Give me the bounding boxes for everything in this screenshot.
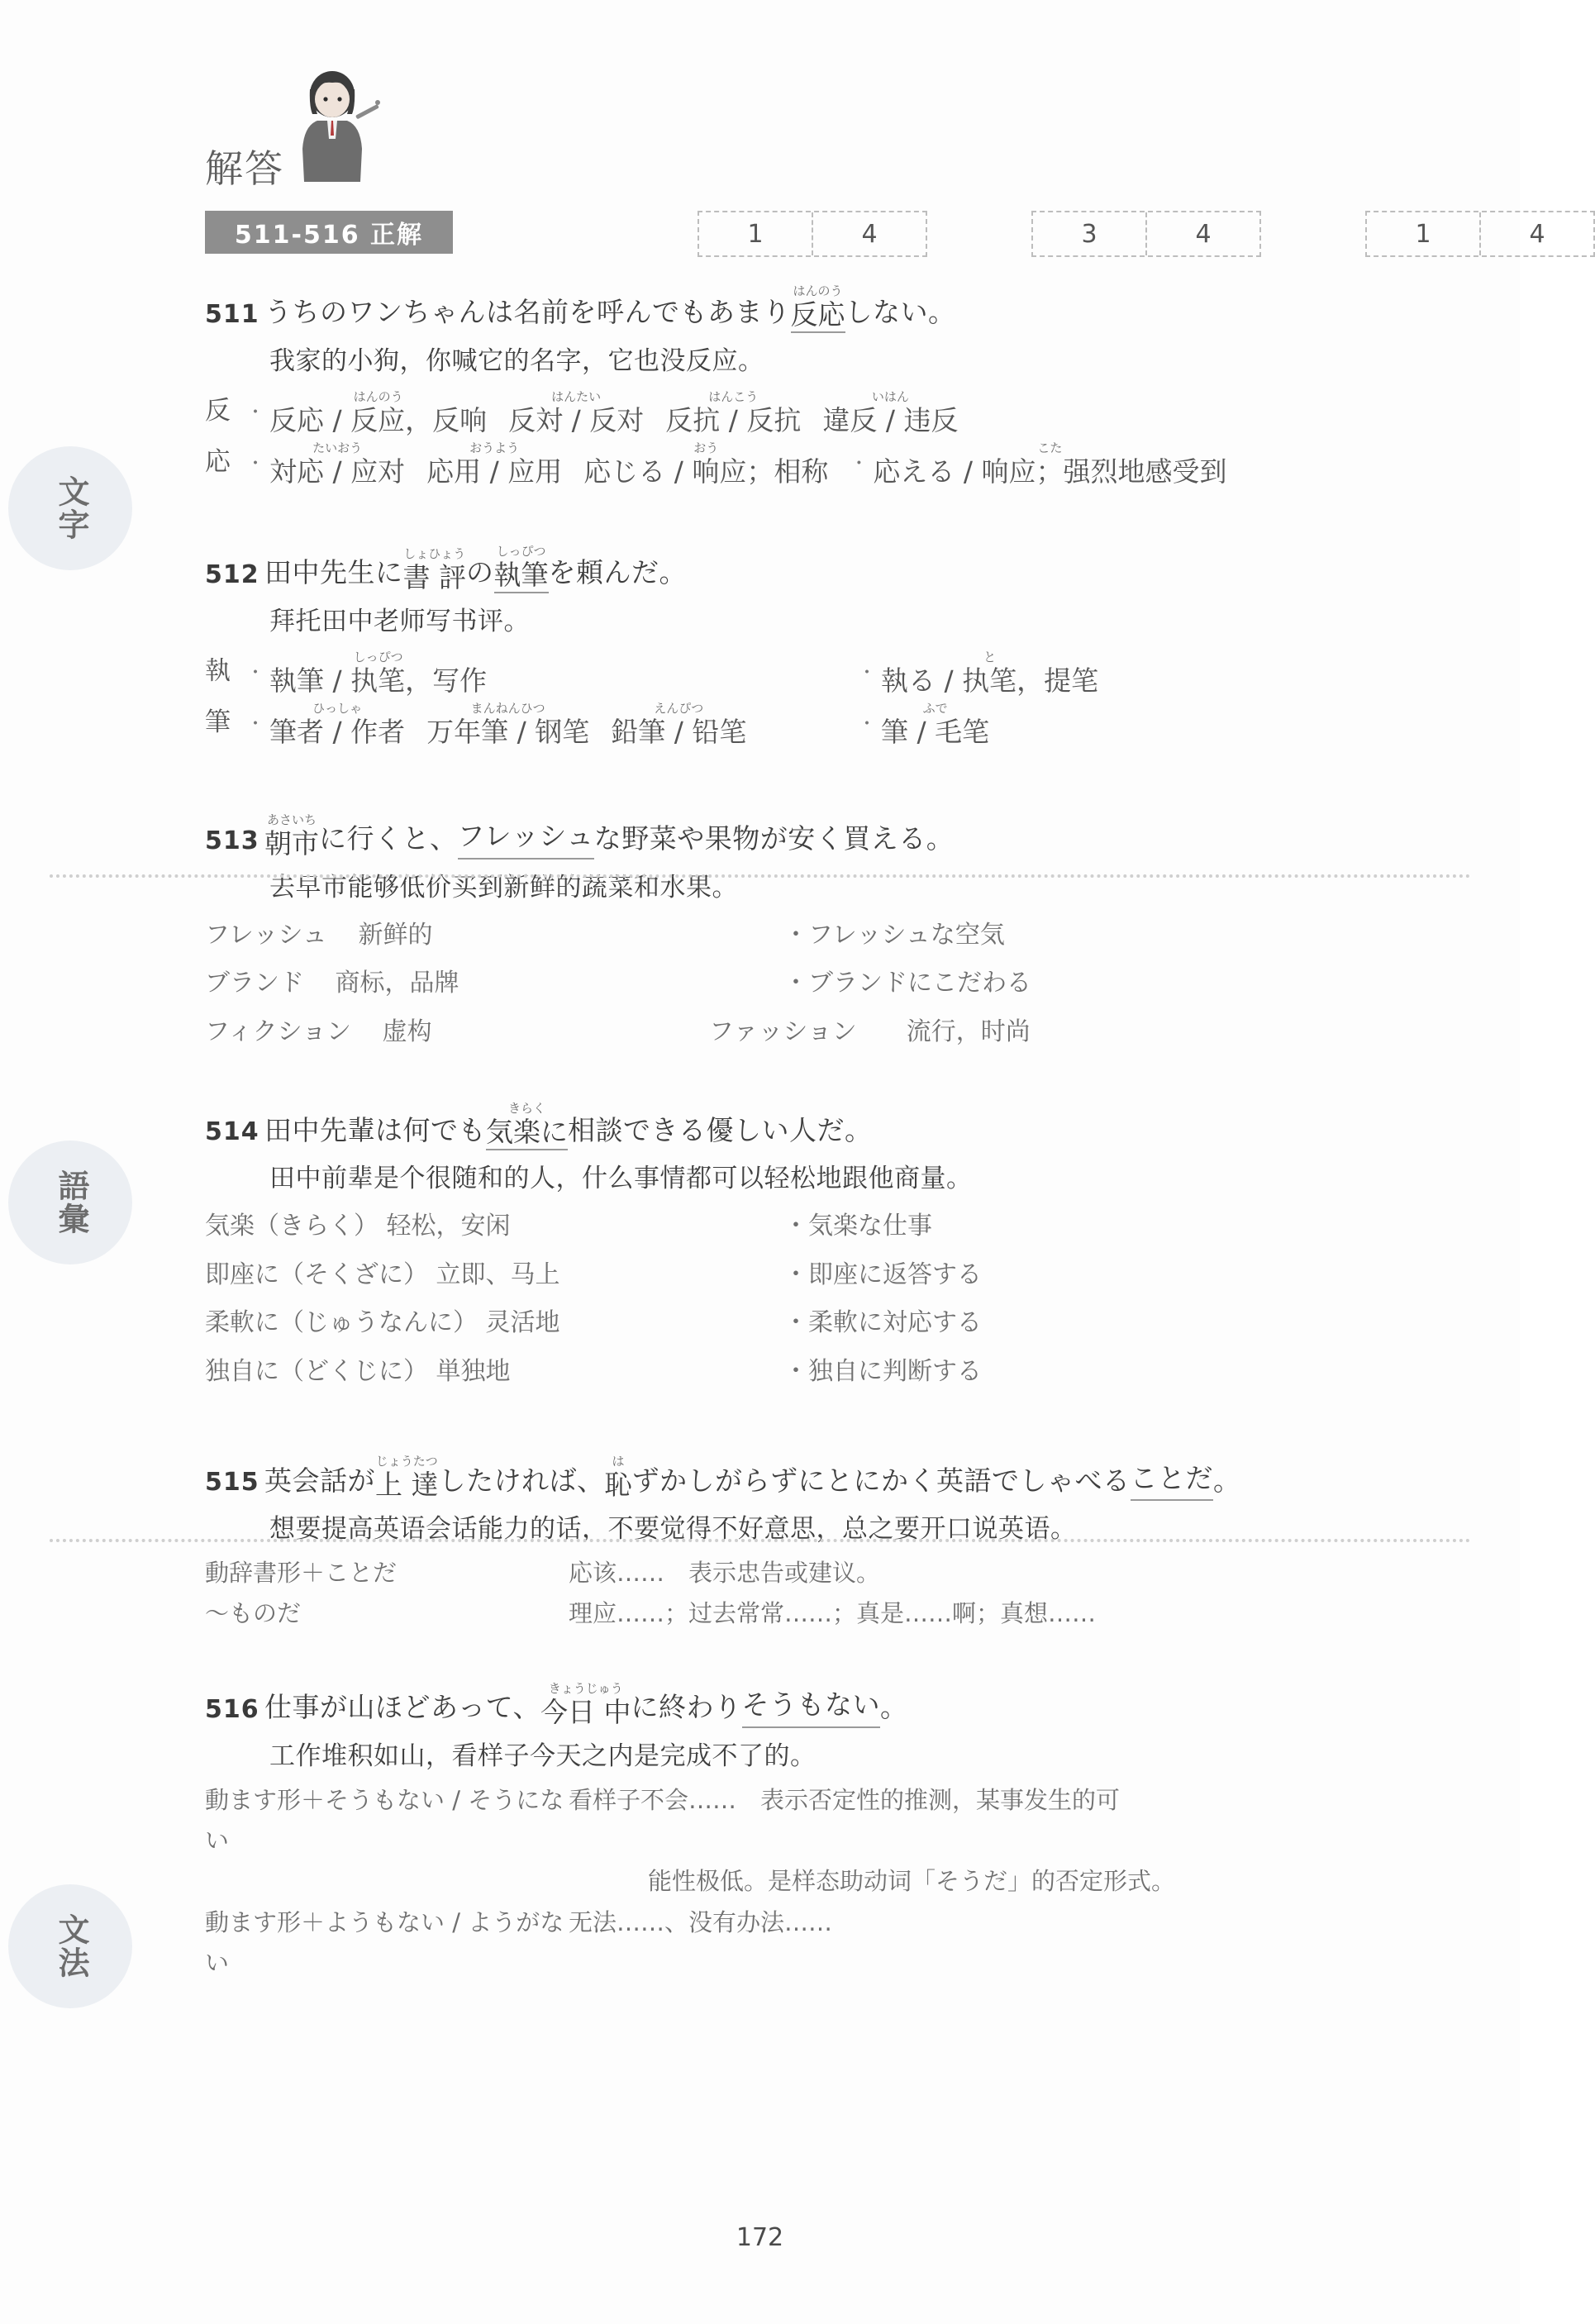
kanji-segment: ・ こた 応える / 响应；强烈地感受到 bbox=[850, 441, 1227, 488]
kanji-entry-row bbox=[205, 645, 1478, 697]
question-jp-underlined: そうもない bbox=[742, 1684, 881, 1728]
vocab-word: 即座に（そくざに） bbox=[205, 1260, 428, 1289]
vocab-left bbox=[205, 1348, 783, 1397]
vocab-row bbox=[205, 1251, 1478, 1300]
question-jp-ruby-word: きょうじゅう 今日 中 bbox=[540, 1680, 631, 1728]
kanji-segment: いはん 違反 / 违反 bbox=[822, 389, 959, 436]
question-jp-underlined: しっぴつ 執筆 bbox=[494, 545, 549, 593]
page-number: 172 bbox=[736, 2223, 784, 2252]
section-tab-bubble bbox=[8, 1884, 132, 2008]
question-translation: 工作堆积如山，看样子今天之内是完成不了的。 bbox=[269, 1741, 817, 1771]
vocab-example: ・独自に判断する bbox=[783, 1356, 982, 1386]
question-jp-underlined: きらく 気楽に bbox=[486, 1102, 568, 1150]
vocab-word: 気楽（きらく） bbox=[205, 1212, 379, 1241]
question-jp-suffix: しない。 bbox=[845, 296, 956, 329]
kanji-head: 反 bbox=[205, 395, 231, 426]
vocab-row bbox=[205, 1008, 1478, 1057]
vocab-left bbox=[205, 1251, 783, 1300]
question-jp-ruby-word: しょひょう 書 評 bbox=[402, 545, 466, 593]
vocab-row bbox=[205, 960, 1478, 1008]
kanji-left-group bbox=[246, 651, 858, 697]
grammar-pattern: 動ます形＋そうもない / そうにない bbox=[205, 1785, 564, 1855]
kanji-segment: ・ と 執る / 执笔，提笔 bbox=[858, 649, 1099, 697]
vocab-row bbox=[205, 1348, 1478, 1397]
question-jp-ruby-word: じょうたつ 上 達 bbox=[375, 1454, 439, 1502]
question-item-514 bbox=[205, 1102, 1478, 1396]
question-translation: 拜托田中老师写书评。 bbox=[269, 606, 530, 636]
vocab-word: 独自に（どくじに） bbox=[205, 1356, 428, 1386]
question-jp-suffix: 。 bbox=[1213, 1464, 1241, 1497]
kanji-segment: えんぴつ 鉛筆 / 铅笔 bbox=[611, 700, 747, 748]
vocab-row bbox=[205, 912, 1478, 960]
grammar-row bbox=[205, 1903, 1478, 1984]
section-tab-goi bbox=[0, 1141, 132, 1264]
vocab-left bbox=[205, 1008, 783, 1057]
question-item-515 bbox=[205, 1455, 1478, 1635]
section-tab-moji bbox=[0, 446, 132, 570]
kanji-head: 執 bbox=[205, 655, 231, 686]
section-tab-bubble bbox=[8, 1141, 132, 1264]
vocab-meaning: 虚构 bbox=[382, 1017, 432, 1046]
kanji-segment: ・ はんのう 反応 / 反应，反响 bbox=[246, 389, 488, 436]
question-jp-prefix: うちのワンちゃんは名前を呼んでもあまり bbox=[264, 296, 791, 329]
vocab-row bbox=[205, 1202, 1478, 1251]
question-jp-prefix: 英会話が bbox=[264, 1464, 375, 1497]
question-number: 513 bbox=[205, 826, 259, 855]
question-jp-ruby-word: あさいち 朝市 bbox=[264, 812, 319, 860]
vocab-example: ・柔軟に対応する bbox=[783, 1308, 982, 1338]
answer-key-strip bbox=[205, 211, 1545, 257]
vocab-meaning: 新鲜的 bbox=[358, 920, 433, 950]
vocab-meaning: 轻松，安闲 bbox=[386, 1212, 511, 1241]
kanji-segment: ・ ふで 筆 / 毛笔 bbox=[858, 700, 990, 748]
answer-cell: 4 bbox=[1479, 212, 1593, 255]
question-jp-mid: の bbox=[466, 556, 494, 589]
question-jp-prefix: 仕事が山ほどあって、 bbox=[264, 1691, 541, 1724]
vocab-example: ファッション 流行，时尚 bbox=[709, 1017, 1031, 1046]
grammar-row bbox=[205, 1553, 1478, 1593]
vocab-meaning: 単独地 bbox=[436, 1356, 511, 1386]
kanji-head: 応 bbox=[205, 446, 231, 477]
page-title: 解答 bbox=[205, 146, 284, 191]
vocab-example: ・フレッシュな空気 bbox=[783, 920, 1005, 950]
kanji-head: 筆 bbox=[205, 707, 231, 737]
grammar-explanation: 能性极低。是样态助动词「そうだ」的否定形式。 bbox=[648, 1867, 1176, 1896]
question-translation: 田中前辈是个很随和的人，什么事情都可以轻松地跟他商量。 bbox=[269, 1164, 973, 1194]
kanji-segment: ・ ひっしゃ 筆者 / 作者 bbox=[246, 700, 406, 748]
vocab-example: ・即座に返答する bbox=[783, 1260, 982, 1289]
answer-range-label: 511-516 正解 bbox=[205, 211, 453, 254]
question-item-512 bbox=[205, 545, 1478, 748]
vocab-example: ・気楽な仕事 bbox=[783, 1212, 932, 1241]
section-tab-bunpou bbox=[0, 1884, 132, 2008]
question-number: 515 bbox=[205, 1468, 259, 1498]
answer-group bbox=[1365, 211, 1595, 257]
question-sentence bbox=[205, 814, 1478, 860]
question-number: 512 bbox=[205, 560, 259, 589]
question-item-516 bbox=[205, 1680, 1478, 1983]
grammar-row bbox=[205, 1593, 1478, 1634]
grammar-pattern: 動ます形＋ようもない / ようがない bbox=[205, 1907, 564, 1977]
grammar-explanation: 応该…… 表示忠告或建议。 bbox=[569, 1559, 881, 1588]
question-jp-suffix: を頼んだ。 bbox=[548, 556, 687, 589]
section-divider bbox=[50, 874, 1471, 878]
grammar-explanation: 看样子不会…… 表示否定性的推测，某事发生的可 bbox=[569, 1785, 1121, 1814]
section-tab-label: 文字 bbox=[52, 475, 89, 541]
vocab-word: 柔軟に（じゅうなんに） bbox=[205, 1308, 478, 1338]
vocab-row bbox=[205, 1299, 1478, 1348]
grammar-pattern: 動辞書形＋ことだ bbox=[205, 1559, 398, 1588]
question-sentence bbox=[205, 285, 1478, 333]
question-number: 514 bbox=[205, 1117, 259, 1147]
vocab-word: フレッシュ bbox=[205, 920, 327, 950]
vocab-meaning: 立即、马上 bbox=[436, 1260, 560, 1289]
kanji-entry-row bbox=[205, 385, 1478, 436]
section-tab-label: 語彙 bbox=[52, 1169, 89, 1236]
grammar-pattern: ～ものだ bbox=[205, 1599, 302, 1628]
kanji-segment: はんこう 反抗 / 反抗 bbox=[665, 389, 802, 436]
kanji-segment: はんたい 反対 / 反对 bbox=[508, 389, 645, 436]
kanji-segment: おうよう 応用 / 应用 bbox=[426, 441, 563, 488]
grammar-explanation: 理应……；过去常常……；真是……啊；真想…… bbox=[569, 1599, 1097, 1628]
vocab-word: ブランド bbox=[205, 969, 304, 998]
content bbox=[205, 285, 1478, 1988]
grammar-row bbox=[205, 1861, 1478, 1902]
question-jp-prefix: 田中先生に bbox=[264, 556, 403, 589]
question-jp-prefix: 田中先輩は何でも bbox=[264, 1113, 486, 1146]
kanji-entry-row bbox=[205, 436, 1478, 488]
grammar-row bbox=[205, 1780, 1478, 1862]
question-jp-mid-1: したければ、 bbox=[438, 1464, 605, 1497]
question-item-511 bbox=[205, 285, 1478, 488]
question-sentence bbox=[205, 1455, 1478, 1501]
vocab-example: ・ブランドにこだわる bbox=[783, 969, 1031, 998]
kanji-right-group bbox=[858, 651, 1120, 697]
teacher-mascot-icon bbox=[284, 66, 383, 190]
kanji-left-group bbox=[246, 702, 858, 748]
vocab-left bbox=[205, 960, 783, 1008]
question-jp-underlined: フレッシュ bbox=[458, 816, 594, 860]
kanji-entry-row bbox=[205, 697, 1478, 748]
grammar-explanation: 无法……、没有办法…… bbox=[569, 1907, 833, 1936]
answer-group bbox=[698, 211, 927, 257]
question-sentence bbox=[205, 545, 1478, 593]
kanji-segment: ・ たいおう 対応 / 应对 bbox=[246, 441, 406, 488]
vocab-left bbox=[205, 1299, 783, 1348]
question-jp-mid-1: に終わり bbox=[631, 1691, 742, 1724]
question-jp-suffix: 。 bbox=[880, 1691, 908, 1724]
question-item-513 bbox=[205, 814, 1478, 1056]
question-translation: 想要提高英语会话能力的话，不要觉得不好意思，总之要开口说英语。 bbox=[269, 1514, 1077, 1545]
answer-cell: 3 bbox=[1081, 219, 1097, 249]
kanji-segment: おう 応じる / 响应；相称 bbox=[583, 441, 829, 488]
question-jp-underlined: はんのう 反応 bbox=[791, 285, 845, 333]
question-jp-suffix: 相談できる優しい人だ。 bbox=[568, 1113, 873, 1146]
vocab-meaning: 商标，品牌 bbox=[335, 969, 459, 998]
answer-cell: 4 bbox=[1145, 212, 1259, 255]
question-translation: 我家的小狗，你喊它的名字，它也没反应。 bbox=[269, 345, 764, 376]
answer-cell: 1 bbox=[747, 219, 764, 249]
answer-group bbox=[1031, 211, 1261, 257]
kanji-segment: ・ しっぴつ 執筆 / 执笔，写作 bbox=[246, 649, 488, 697]
vocab-left bbox=[205, 912, 783, 960]
question-sentence bbox=[205, 1680, 1478, 1728]
question-jp-mid-2: ずかしがらずにとにかく英語でしゃべる bbox=[631, 1464, 1131, 1497]
vocab-meaning: 灵活地 bbox=[485, 1308, 560, 1338]
question-jp-prefix: に行くと、 bbox=[319, 822, 458, 855]
section-tab-bubble bbox=[8, 446, 132, 570]
answer-cell: 4 bbox=[812, 212, 926, 255]
question-jp-underlined: ことだ bbox=[1131, 1458, 1214, 1502]
kanji-segment: まんねんひつ 万年筆 / 钢笔 bbox=[426, 700, 590, 748]
question-sentence bbox=[205, 1102, 1478, 1150]
vocab-left bbox=[205, 1202, 783, 1251]
section-divider bbox=[50, 1539, 1471, 1542]
question-number: 511 bbox=[205, 299, 259, 329]
question-translation: 去早市能够低价买到新鲜的蔬菜和水果。 bbox=[269, 872, 738, 902]
vocab-word: フィクション bbox=[205, 1017, 351, 1046]
section-tab-label: 文法 bbox=[52, 1913, 89, 1979]
question-number: 516 bbox=[205, 1694, 259, 1724]
answer-cell: 1 bbox=[1415, 219, 1431, 249]
question-jp-suffix: な野菜や果物が安く買える。 bbox=[593, 822, 955, 855]
kanji-right-group bbox=[858, 702, 1011, 748]
question-jp-ruby-word: は 恥 bbox=[604, 1454, 632, 1502]
grammar-pattern bbox=[205, 1861, 569, 1902]
